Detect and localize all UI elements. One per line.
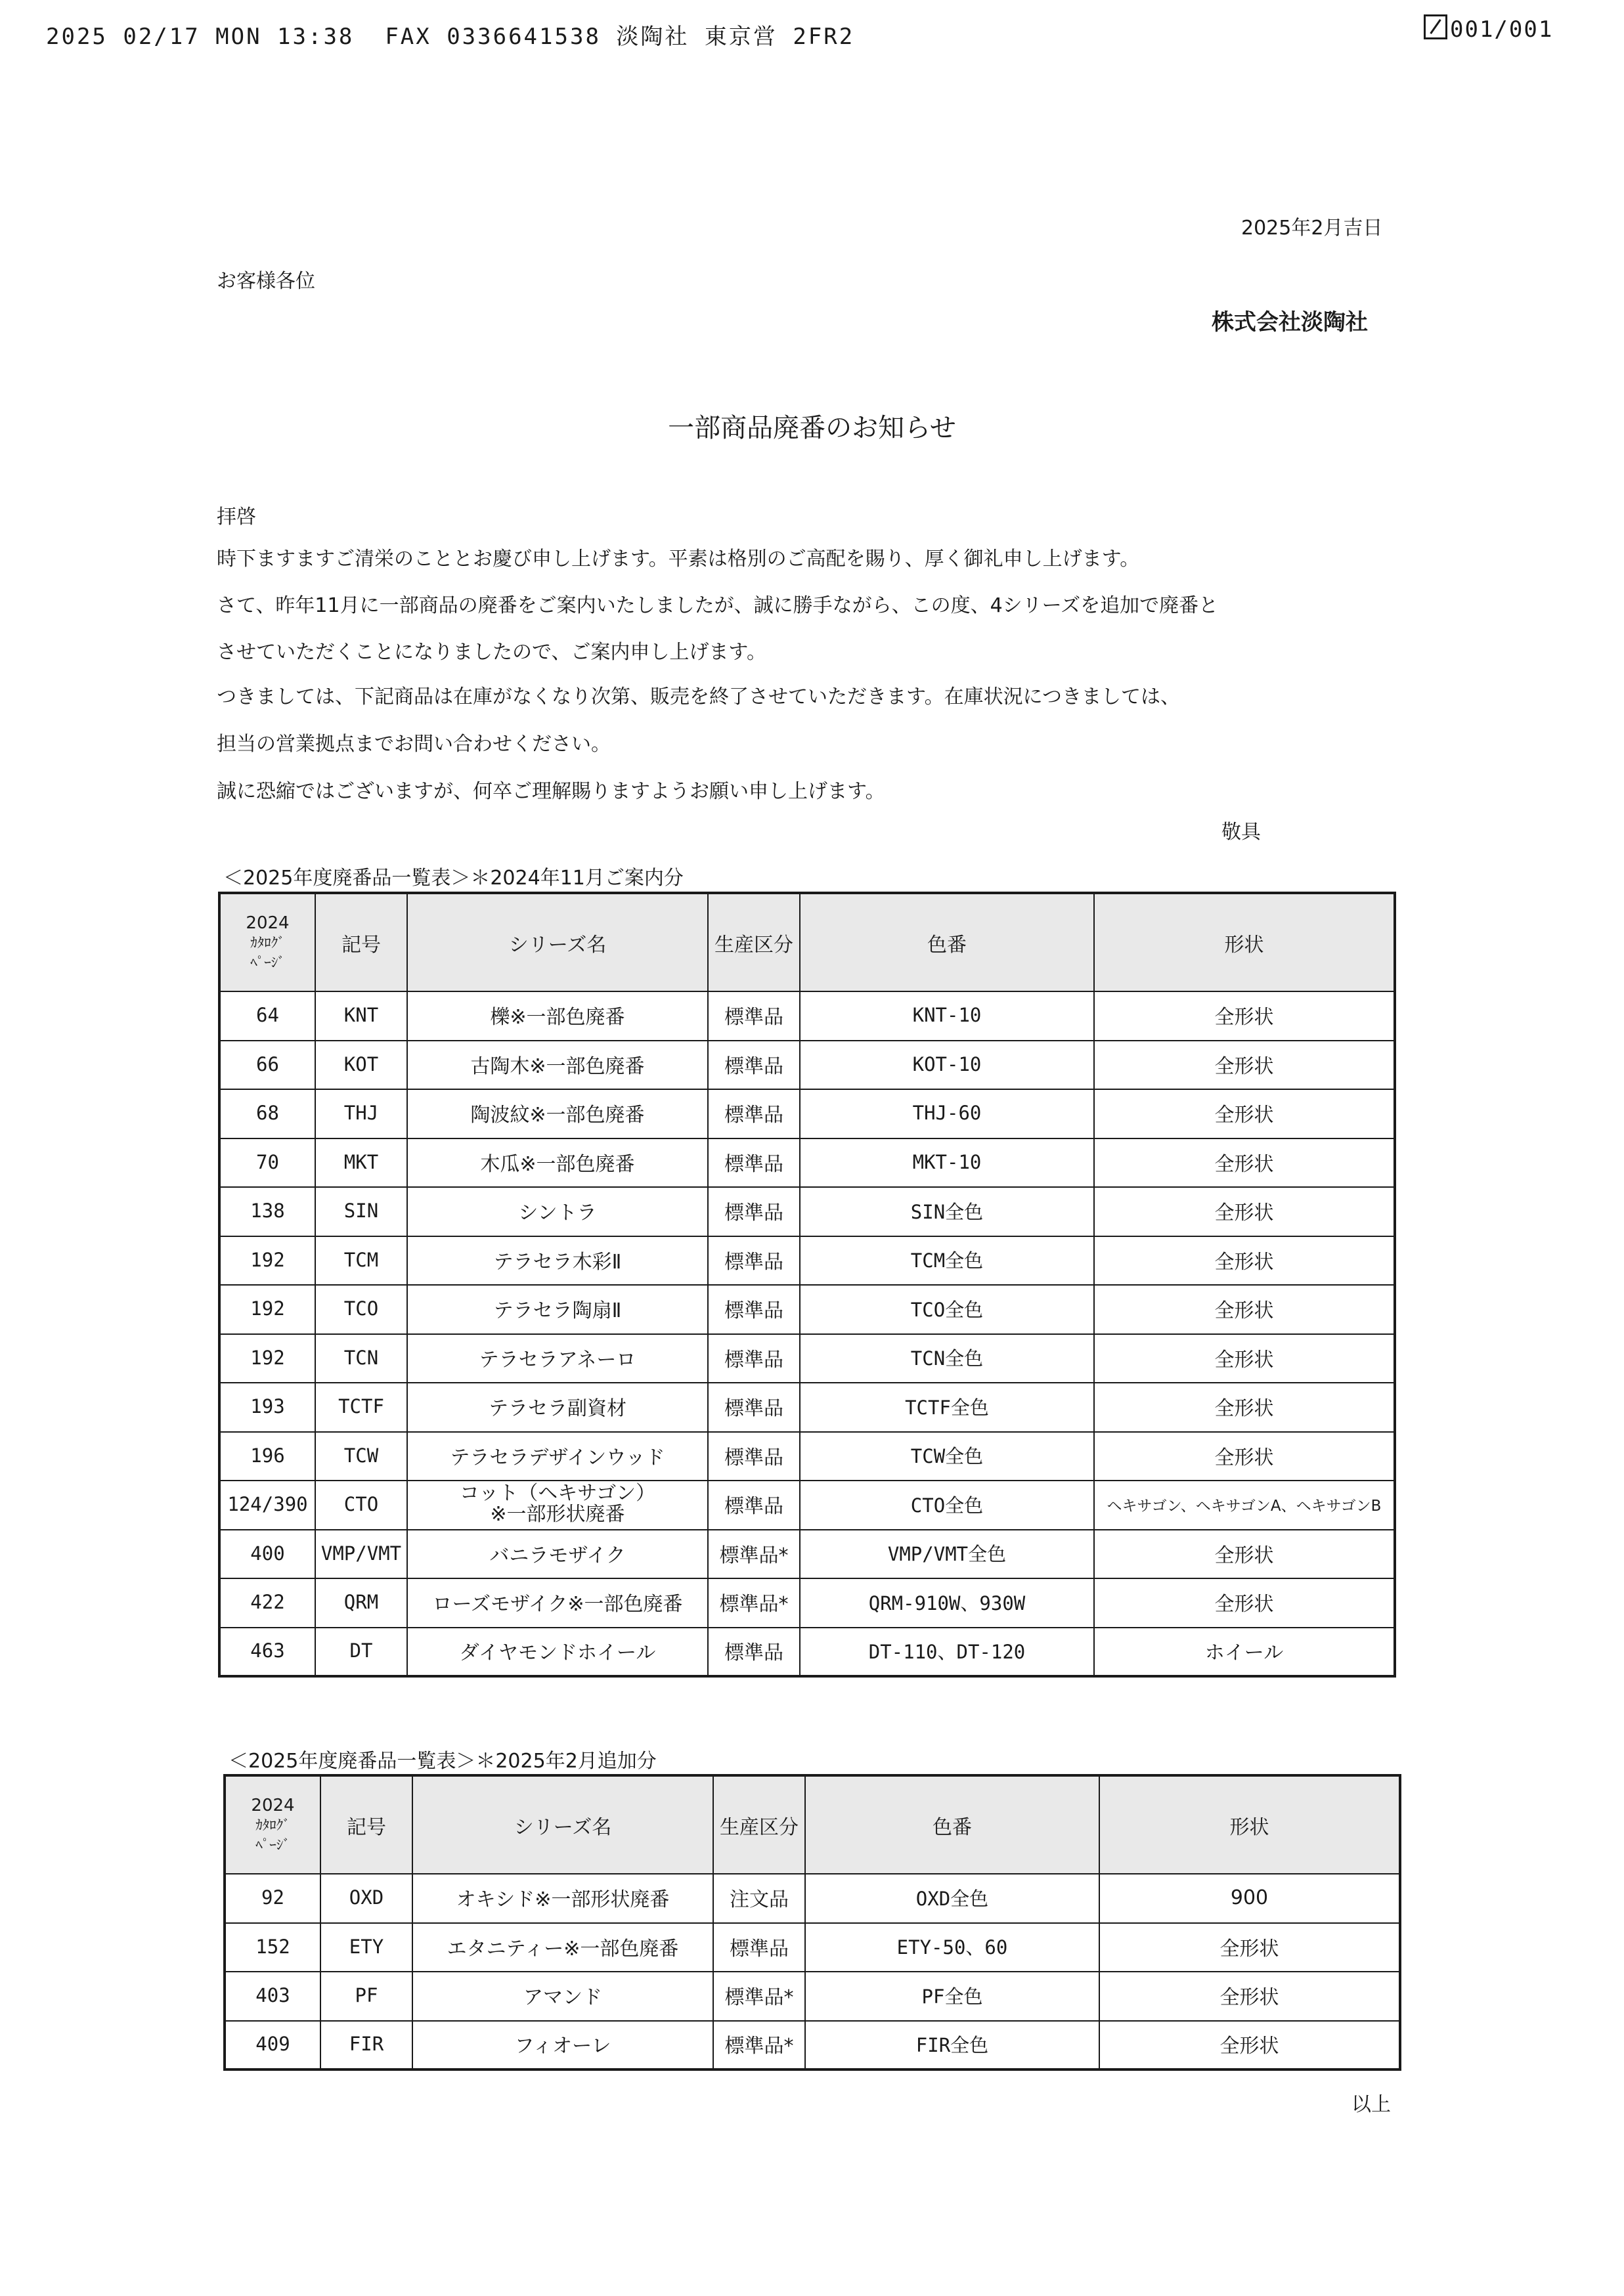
cell-color: OXD全色 [805, 1874, 1099, 1923]
table-row [219, 1432, 1395, 1481]
cell-catalog-page: 68 [219, 1089, 315, 1138]
table-row [219, 1334, 1395, 1383]
cell-catalog-page: 192 [219, 1285, 315, 1334]
cell-code: DT [315, 1628, 407, 1677]
cell-catalog-page: 192 [219, 1236, 315, 1286]
header-category: 生産区分 [713, 1775, 805, 1874]
table-row [219, 1530, 1395, 1579]
table1-caption: ＜2025年度廃番品一覧表＞＊2024年11月ご案内分 [223, 867, 684, 890]
cell-category: 標準品 [708, 991, 800, 1041]
cell-code: TCM [315, 1236, 407, 1286]
cell-shape: 全形状 [1094, 1432, 1395, 1481]
fax-page-number: 001/001 [1450, 16, 1554, 43]
cell-catalog-page: 138 [219, 1187, 315, 1236]
table-header-row [225, 1775, 1400, 1874]
cell-color: THJ-60 [800, 1089, 1094, 1138]
cell-category: 標準品 [708, 1481, 800, 1530]
cell-color: FIR全色 [805, 2021, 1099, 2070]
cell-catalog-page: 124/390 [219, 1481, 315, 1530]
cell-code: ETY [320, 1923, 412, 1972]
cell-code: THJ [315, 1089, 407, 1138]
table2-body [225, 1874, 1400, 2069]
cell-catalog-page: 64 [219, 991, 315, 1041]
cell-category: 標準品 [708, 1089, 800, 1138]
cell-category: 注文品 [713, 1874, 805, 1923]
header-series: シリーズ名 [412, 1775, 713, 1874]
header-code: 記号 [320, 1775, 412, 1874]
cell-category: 標準品 [708, 1041, 800, 1090]
table1-body [219, 991, 1395, 1676]
cell-shape: 全形状 [1094, 1285, 1395, 1334]
cell-catalog-page: 152 [225, 1923, 320, 1972]
discontinued-table-2024 [218, 892, 1396, 1678]
cell-code: OXD [320, 1874, 412, 1923]
cell-series: 櫟※一部色廃番 [407, 991, 708, 1041]
cell-color: QRM-910W、930W [800, 1578, 1094, 1628]
page-title: 一部商品廃番のお知らせ [668, 413, 956, 443]
cell-category: 標準品 [708, 1236, 800, 1286]
discontinued-table-2025 [223, 1774, 1401, 2071]
table-row [219, 1187, 1395, 1236]
cell-color: KNT-10 [800, 991, 1094, 1041]
cell-shape: 全形状 [1094, 1138, 1395, 1188]
cell-category: 標準品* [708, 1530, 800, 1579]
cell-catalog-page: 422 [219, 1578, 315, 1628]
table-row [219, 1041, 1395, 1090]
cell-code: VMP/VMT [315, 1530, 407, 1579]
cell-code: KNT [315, 991, 407, 1041]
body-line: 拝啓 [217, 506, 256, 529]
cell-category: 標準品* [713, 1972, 805, 2021]
cell-code: CTO [315, 1481, 407, 1530]
header-page-year: 2024 [246, 913, 290, 933]
table-row [219, 1138, 1395, 1188]
cell-shape: 全形状 [1099, 2021, 1400, 2070]
cell-color: KOT-10 [800, 1041, 1094, 1090]
cell-series: シントラ [407, 1187, 708, 1236]
cell-catalog-page: 400 [219, 1530, 315, 1579]
cell-shape: ホイール [1094, 1628, 1395, 1677]
cell-shape: 全形状 [1094, 1089, 1395, 1138]
table-header-row [219, 893, 1395, 991]
header-color: 色番 [805, 1775, 1099, 1874]
cell-color: TCM全色 [800, 1236, 1094, 1286]
cell-shape: 全形状 [1099, 1972, 1400, 2021]
table2-caption: ＜2025年度廃番品一覧表＞＊2025年2月追加分 [229, 1750, 657, 1773]
cell-color: DT-110、DT-120 [800, 1628, 1094, 1677]
cell-category: 標準品* [708, 1578, 800, 1628]
end-mark: 以上 [1351, 2093, 1391, 2116]
cell-series: 陶波紋※一部色廃番 [407, 1089, 708, 1138]
cell-category: 標準品 [708, 1628, 800, 1677]
table-row [225, 1972, 1400, 2021]
cell-color: SIN全色 [800, 1187, 1094, 1236]
header-series: シリーズ名 [407, 893, 708, 991]
header-page-line1: ｶﾀﾛｸﾞ [255, 1817, 290, 1833]
cell-color: TCTF全色 [800, 1383, 1094, 1432]
cell-color: TCO全色 [800, 1285, 1094, 1334]
cell-code: KOT [315, 1041, 407, 1090]
cell-series: テラセラ木彩Ⅱ [407, 1236, 708, 1286]
closing-remark: 敬具 [1221, 821, 1261, 844]
body-line: つきましては、下記商品は在庫がなくなり次第、販売を終了させていただきます。在庫状況につきましては、 [217, 685, 1180, 708]
cell-color: VMP/VMT全色 [800, 1530, 1094, 1579]
cell-shape: 全形状 [1099, 1923, 1400, 1972]
table-row [219, 1628, 1395, 1677]
cell-catalog-page: 92 [225, 1874, 320, 1923]
cell-category: 標準品 [708, 1334, 800, 1383]
cell-series: テラセラデザインウッド [407, 1432, 708, 1481]
cell-series: テラセラアネーロ [407, 1334, 708, 1383]
cell-category: 標準品 [708, 1138, 800, 1188]
table-row [219, 1285, 1395, 1334]
cell-color: TCN全色 [800, 1334, 1094, 1383]
cell-series: 古陶木※一部色廃番 [407, 1041, 708, 1090]
cell-category: 標準品 [708, 1432, 800, 1481]
cell-series: エタニティー※一部色廃番 [412, 1923, 713, 1972]
cell-category: 標準品 [708, 1285, 800, 1334]
header-page-line2: ﾍﾟｰｼﾞ [255, 1836, 290, 1853]
cell-shape: 全形状 [1094, 1236, 1395, 1286]
cell-code: QRM [315, 1578, 407, 1628]
cell-shape: 全形状 [1094, 1187, 1395, 1236]
table-row [225, 1923, 1400, 1972]
cell-catalog-page: 463 [219, 1628, 315, 1677]
fax-page-icon [1424, 14, 1447, 39]
cell-series: ダイヤモンドホイール [407, 1628, 708, 1677]
cell-color: PF全色 [805, 1972, 1099, 2021]
body-line: させていただくことになりましたので、ご案内申し上げます。 [217, 641, 766, 664]
series-line: コット（ヘキサゴン） [459, 1482, 656, 1505]
cell-shape: 全形状 [1094, 1383, 1395, 1432]
header-page-year: 2024 [251, 1795, 295, 1815]
fax-page-counter [1424, 14, 1553, 43]
cell-code: TCN [315, 1334, 407, 1383]
header-category: 生産区分 [708, 893, 800, 991]
cell-series: アマンド [412, 1972, 713, 2021]
cell-code: TCO [315, 1285, 407, 1334]
fax-header: 2025 02/17 MON 13:38 FAX 0336641538 淡陶社 東京営 2FR2 [46, 24, 855, 50]
cell-series [407, 1481, 708, 1530]
cell-category: 標準品 [713, 1923, 805, 1972]
cell-code: TCTF [315, 1383, 407, 1432]
cell-shape: 全形状 [1094, 1334, 1395, 1383]
table-row [225, 1874, 1400, 1923]
cell-code: MKT [315, 1138, 407, 1188]
cell-category: 標準品* [713, 2021, 805, 2070]
company-name: 株式会社淡陶社 [1212, 309, 1368, 336]
cell-series: ローズモザイク※一部色廃番 [407, 1578, 708, 1628]
header-catalog-page [225, 1775, 320, 1874]
cell-series: オキシド※一部形状廃番 [412, 1874, 713, 1923]
table-row [219, 1089, 1395, 1138]
cell-catalog-page: 409 [225, 2021, 320, 2070]
cell-shape: 全形状 [1094, 991, 1395, 1041]
cell-color: TCW全色 [800, 1432, 1094, 1481]
cell-catalog-page: 196 [219, 1432, 315, 1481]
header-shape: 形状 [1099, 1775, 1400, 1874]
cell-code: TCW [315, 1432, 407, 1481]
table-row [219, 1578, 1395, 1628]
cell-series: バニラモザイク [407, 1530, 708, 1579]
series-note: ※一部形状廃番 [490, 1503, 625, 1527]
cell-catalog-page: 193 [219, 1383, 315, 1432]
cell-catalog-page: 66 [219, 1041, 315, 1090]
cell-code: FIR [320, 2021, 412, 2070]
cell-series: フィオーレ [412, 2021, 713, 2070]
table-row [219, 1481, 1395, 1530]
table-row [219, 1236, 1395, 1286]
table-row [219, 991, 1395, 1041]
header-shape: 形状 [1094, 893, 1395, 991]
cell-category: 標準品 [708, 1187, 800, 1236]
cell-category: 標準品 [708, 1383, 800, 1432]
cell-shape: 900 [1099, 1874, 1400, 1923]
cell-code: PF [320, 1972, 412, 2021]
body-line: 時下ますますご清栄のこととお慶び申し上げます。平素は格別のご高配を賜り、厚く御礼申し上げます。 [217, 548, 1140, 571]
cell-color: MKT-10 [800, 1138, 1094, 1188]
header-page-line2: ﾍﾟｰｼﾞ [250, 954, 285, 970]
cell-shape: 全形状 [1094, 1041, 1395, 1090]
addressee: お客様各位 [217, 270, 315, 293]
header-catalog-page [219, 893, 315, 991]
header-code: 記号 [315, 893, 407, 991]
body-line: 担当の営業拠点までお問い合わせください。 [217, 733, 611, 756]
letter-date: 2025年2月吉日 [1241, 217, 1383, 240]
cell-shape: 全形状 [1094, 1530, 1395, 1579]
table-row [219, 1383, 1395, 1432]
cell-color: ETY-50、60 [805, 1923, 1099, 1972]
cell-catalog-page: 70 [219, 1138, 315, 1188]
cell-catalog-page: 403 [225, 1972, 320, 2021]
cell-series: 木瓜※一部色廃番 [407, 1138, 708, 1188]
cell-series: テラセラ副資材 [407, 1383, 708, 1432]
cell-shape: ヘキサゴン、ヘキサゴンA、ヘキサゴンB [1094, 1481, 1395, 1530]
cell-catalog-page: 192 [219, 1334, 315, 1383]
header-page-line1: ｶﾀﾛｸﾞ [250, 934, 285, 951]
cell-shape: 全形状 [1094, 1578, 1395, 1628]
cell-code: SIN [315, 1187, 407, 1236]
cell-series: テラセラ陶扇Ⅱ [407, 1285, 708, 1334]
cell-color: CTO全色 [800, 1481, 1094, 1530]
table-row [225, 2021, 1400, 2070]
body-line: さて、昨年11月に一部商品の廃番をご案内いたしましたが、誠に勝手ながら、この度、4シリーズを追加で廃番と [217, 594, 1219, 617]
header-color: 色番 [800, 893, 1094, 991]
body-line: 誠に恐縮ではございますが、何卒ご理解賜りますようお願い申し上げます。 [217, 780, 885, 803]
